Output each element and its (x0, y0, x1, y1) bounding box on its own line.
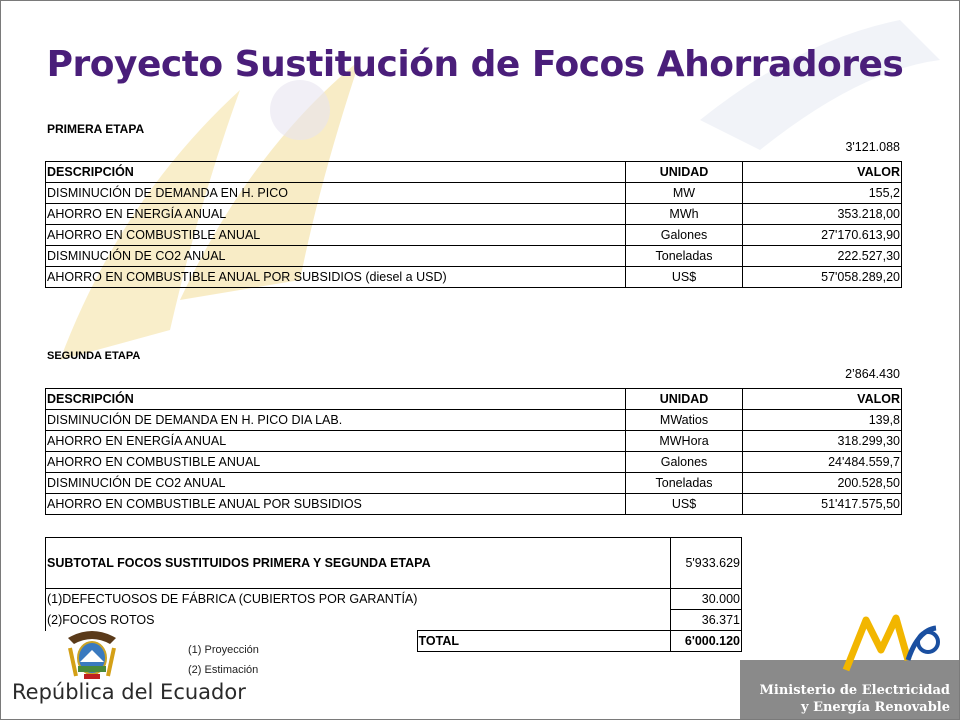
row-valor: 24'484.559,7 (743, 452, 902, 473)
defectuosos-row (46, 589, 742, 610)
defectuosos-value: 30.000 (671, 589, 742, 610)
row-descripcion: AHORRO EN COMBUSTIBLE ANUAL (46, 452, 626, 473)
summary-table (45, 537, 742, 652)
total-value: 6'000.120 (671, 631, 742, 652)
ministry-line1: Ministerio de Electricidad (759, 683, 950, 698)
table-row (46, 246, 902, 267)
etapa1-label: PRIMERA ETAPA (47, 122, 145, 136)
row-valor: 139,8 (743, 410, 902, 431)
etapa1-total-focos: 3'121.088 (845, 140, 900, 154)
table-header-row (46, 389, 902, 410)
subtotal-row (46, 538, 742, 589)
header-descripcion: DESCRIPCIÓN (46, 162, 626, 183)
row-descripcion: DISMINUCIÓN DE CO2 ANUAL (46, 246, 626, 267)
table-row (46, 452, 902, 473)
row-unidad: Toneladas (626, 473, 743, 494)
ministry-name (730, 682, 950, 716)
defectuosos-label: (1)DEFECTUOSOS DE FÁBRICA (CUBIERTOS POR GARANTÍA) (46, 589, 671, 610)
row-descripcion: DISMINUCIÓN DE CO2 ANUAL (46, 473, 626, 494)
table-row (46, 473, 902, 494)
header-valor: VALOR (743, 162, 902, 183)
row-valor: 318.299,30 (743, 431, 902, 452)
etapa2-table (45, 388, 902, 515)
table-row (46, 183, 902, 204)
row-unidad: MWh (626, 204, 743, 225)
row-descripcion: AHORRO EN ENERGÍA ANUAL (46, 431, 626, 452)
row-descripcion: AHORRO EN COMBUSTIBLE ANUAL POR SUBSIDIOS (diesel a USD) (46, 267, 626, 288)
row-unidad: MW (626, 183, 743, 204)
row-unidad: Galones (626, 225, 743, 246)
table-row (46, 431, 902, 452)
ministry-line2: y Energía Renovable (800, 700, 950, 715)
table-row (46, 494, 902, 515)
row-descripcion: DISMINUCIÓN DE DEMANDA EN H. PICO (46, 183, 626, 204)
etapa2-total-focos: 2’864.430 (845, 367, 900, 381)
coat-of-arms-icon (62, 628, 122, 682)
rotos-row (46, 610, 742, 631)
row-valor: 353.218,00 (743, 204, 902, 225)
note-estimacion: (2) Estimación (188, 664, 259, 676)
table-header-row (46, 162, 902, 183)
page-title: Proyecto Sustitución de Focos Ahorradores (46, 44, 904, 85)
header-unidad: UNIDAD (626, 389, 743, 410)
subtotal-value: 5'933.629 (671, 538, 742, 589)
ministry-logo-icon (836, 610, 946, 676)
header-unidad: UNIDAD (626, 162, 743, 183)
row-unidad: US$ (626, 494, 743, 515)
header-descripcion: DESCRIPCIÓN (46, 389, 626, 410)
total-row (46, 631, 742, 652)
row-valor: 200.528,50 (743, 473, 902, 494)
rotos-label: (2)FOCOS ROTOS (46, 610, 671, 631)
row-valor: 155,2 (743, 183, 902, 204)
note-proyeccion: (1) Proyección (188, 644, 259, 656)
row-valor: 57'058.289,20 (743, 267, 902, 288)
republica-ecuador-text: República del Ecuador (12, 680, 246, 704)
row-descripcion: AHORRO EN COMBUSTIBLE ANUAL POR SUBSIDIOS (46, 494, 626, 515)
subtotal-label: SUBTOTAL FOCOS SUSTITUIDOS PRIMERA Y SEGUNDA ETAPA (46, 538, 671, 589)
row-descripcion: AHORRO EN COMBUSTIBLE ANUAL (46, 225, 626, 246)
row-valor: 51'417.575,50 (743, 494, 902, 515)
row-valor: 222.527,30 (743, 246, 902, 267)
row-unidad: Toneladas (626, 246, 743, 267)
row-unidad: US$ (626, 267, 743, 288)
table-row (46, 225, 902, 246)
total-label: TOTAL (417, 631, 671, 652)
table-row (46, 267, 902, 288)
header-valor: VALOR (743, 389, 902, 410)
etapa1-table (45, 161, 902, 288)
etapa2-label: SEGUNDA ETAPA (47, 350, 141, 362)
table-row (46, 410, 902, 431)
row-descripcion: AHORRO EN ENERGÍA ANUAL (46, 204, 626, 225)
row-unidad: MWHora (626, 431, 743, 452)
row-descripcion: DISMINUCIÓN DE DEMANDA EN H. PICO DIA LAB. (46, 410, 626, 431)
row-valor: 27'170.613,90 (743, 225, 902, 246)
row-unidad: Galones (626, 452, 743, 473)
row-unidad: MWatios (626, 410, 743, 431)
rotos-value: 36.371 (671, 610, 742, 631)
table-row (46, 204, 902, 225)
